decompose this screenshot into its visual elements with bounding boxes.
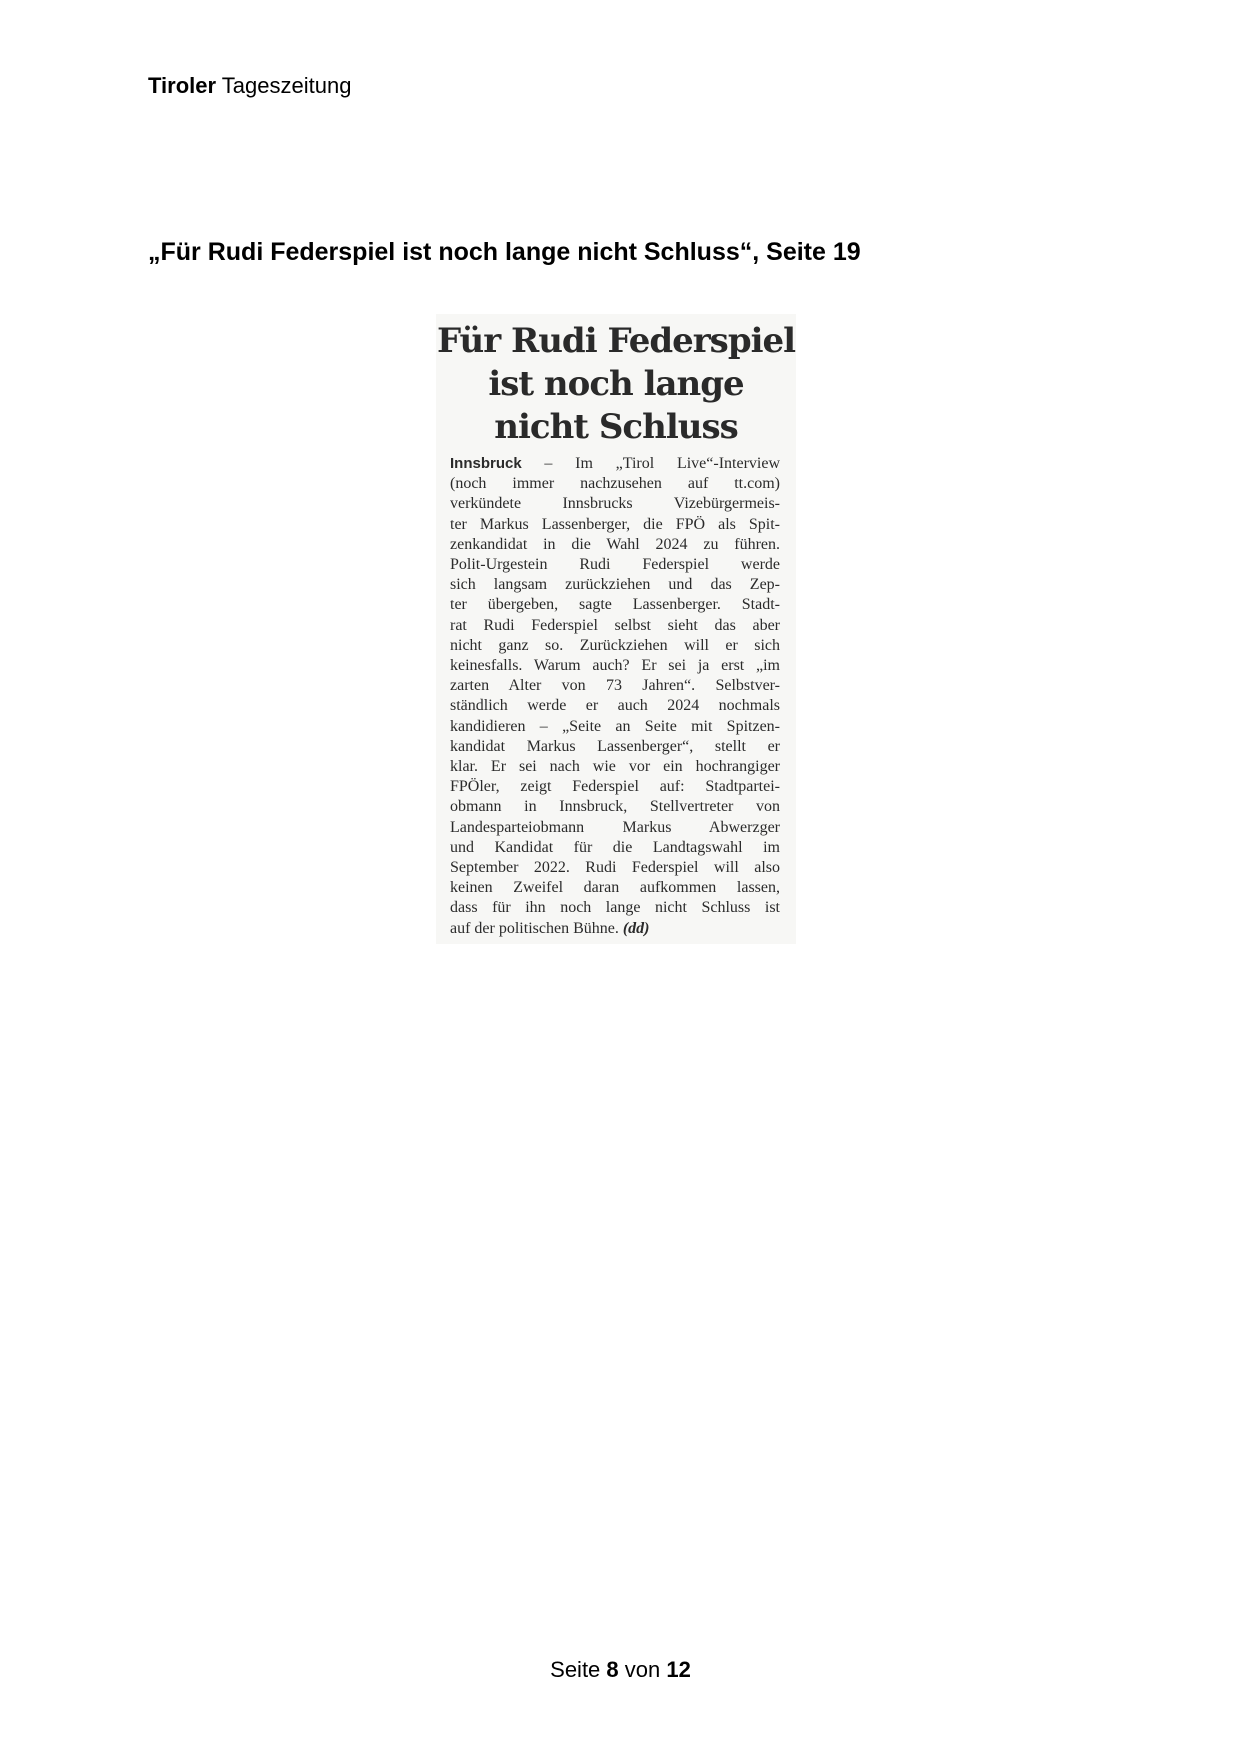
- article-line: Landesparteiobmann Markus Abwerzger: [450, 818, 780, 836]
- article-line: FPÖler, zeigt Federspiel auf: Stadtpartei-: [450, 778, 780, 796]
- headline-line: Für Rudi Federspiel: [436, 321, 796, 361]
- article-line: und Kandidat für die Landtagswahl im: [450, 838, 780, 856]
- article-line: rat Rudi Federspiel selbst sieht das aber: [450, 616, 780, 634]
- page-number-middle: von: [618, 1657, 667, 1682]
- article-headline: [436, 320, 796, 449]
- article-line: ständlich werde er auch 2024 nochmals: [450, 697, 780, 715]
- article-dateline: Innsbruck: [450, 455, 522, 472]
- article-line: verkündete Innsbrucks Vizebürgermeis-: [450, 495, 780, 513]
- article-first-line: [450, 454, 780, 474]
- article-line: ter übergeben, sagte Lassenberger. Stadt-: [450, 596, 780, 614]
- article-line: zenkandidat in die Wahl 2024 zu führen.: [450, 535, 780, 553]
- newspaper-clipping: [436, 314, 796, 944]
- article-line: zarten Alter von 73 Jahren“. Selbstver-: [450, 677, 780, 695]
- current-page: 8: [606, 1657, 619, 1682]
- article-first-line-text: – Im „Tirol Live“-Interview: [521, 455, 780, 472]
- article-line: (noch immer nachzusehen auf tt.com): [450, 475, 780, 493]
- article-line: Polit-Urgestein Rudi Federspiel werde: [450, 556, 780, 574]
- article-author: (dd): [622, 919, 650, 937]
- article-line: keinesfalls. Warum auch? Er sei ja erst „im: [450, 657, 780, 675]
- clipping-caption: „Für Rudi Federspiel ist noch lange nicht Schluss“, Seite 19: [148, 238, 861, 266]
- article-line: kandidat Markus Lassenberger“, stellt er: [450, 737, 780, 755]
- source-header: [148, 72, 351, 100]
- headline-line: nicht Schluss: [494, 407, 738, 447]
- brand-name-regular: Tageszeitung: [221, 73, 352, 98]
- article-line: kandidieren – „Seite an Seite mit Spitzen-: [450, 717, 780, 735]
- page-number: [0, 1656, 1241, 1684]
- article-last-line-text: auf der politischen Bühne.: [450, 919, 623, 937]
- article-line: dass für ihn noch lange nicht Schluss ist: [450, 899, 780, 917]
- article-line: sich langsam zurückziehen und das Zep-: [450, 576, 780, 594]
- article-line: nicht ganz so. Zurückziehen will er sich: [450, 636, 780, 654]
- article-line: keinen Zweifel daran aufkommen lassen,: [450, 879, 780, 897]
- article-last-line: [450, 919, 780, 939]
- headline-line: ist noch lange: [488, 364, 744, 404]
- brand-name-bold: Tiroler: [148, 73, 217, 98]
- page-number-prefix: Seite: [550, 1657, 607, 1682]
- article-body: [450, 454, 780, 939]
- total-pages: 12: [666, 1657, 691, 1682]
- article-line: September 2022. Rudi Federspiel will also: [450, 859, 780, 877]
- article-line: ter Markus Lassenberger, die FPÖ als Spit-: [450, 515, 780, 533]
- article-line: obmann in Innsbruck, Stellvertreter von: [450, 798, 780, 816]
- article-line: klar. Er sei nach wie vor ein hochrangiger: [450, 758, 780, 776]
